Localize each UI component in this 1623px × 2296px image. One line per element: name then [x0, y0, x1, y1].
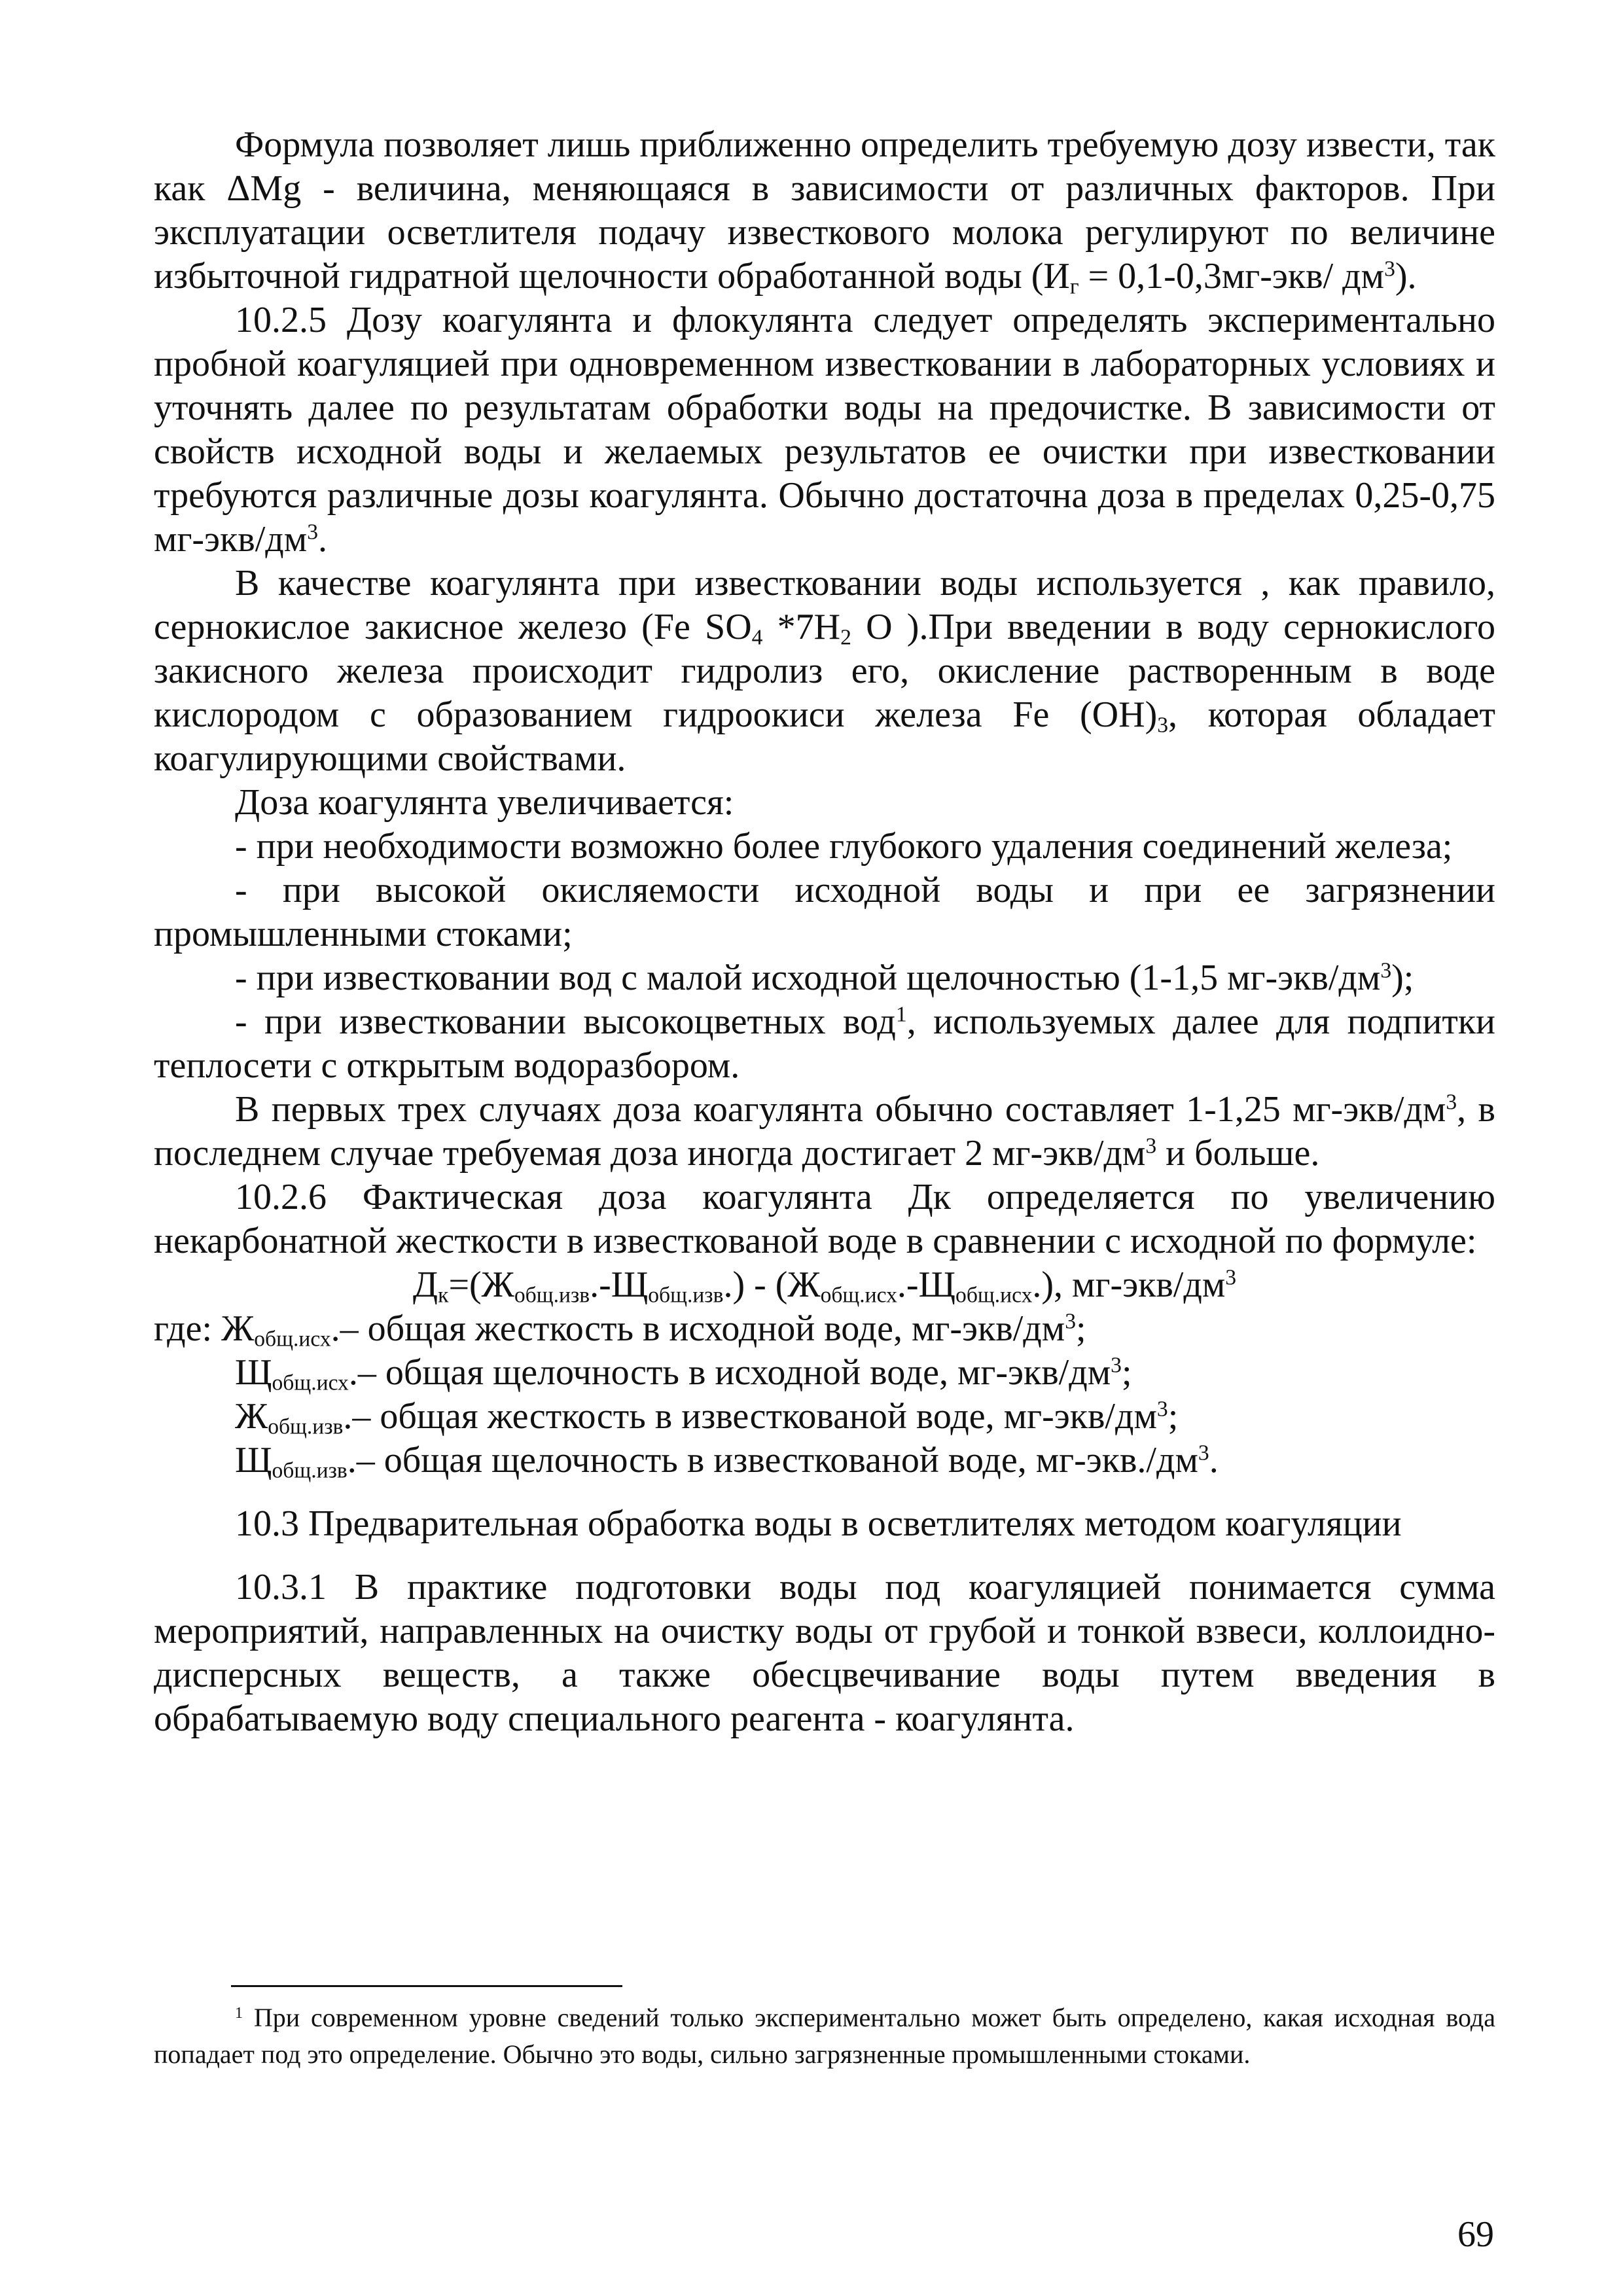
list-item: - при необходимости возможно более глубокого удаления соединений железа;	[235, 826, 1453, 867]
paragraph-10-2-6: 10.2.6 Фактическая доза коагулянта Дк определяется по увеличению некарбонатной жесткости в известкованой воде в сравнении с исходной по формуле:	[154, 1177, 1495, 1261]
formula-part: .) - (Ж	[723, 1265, 821, 1305]
subscript: общ.исх	[272, 1371, 349, 1395]
footnote-reference: 1	[895, 1002, 907, 1027]
definition-text: .	[1209, 1440, 1219, 1480]
superscript: 3	[307, 520, 319, 545]
subscript: 4	[751, 625, 763, 650]
section-heading-10-3: 10.3 Предварительная обработка воды в осветлителях методом коагуляции	[235, 1503, 1402, 1544]
formula-part: Д	[412, 1265, 438, 1305]
list-item: - при высокой окисляемости исходной воды и при ее загрязнении промышленными стоками;	[154, 870, 1495, 954]
subscript: 2	[840, 625, 851, 650]
list-item-text: );	[1391, 958, 1414, 998]
footnote	[154, 2000, 1495, 2073]
superscript: 3	[1446, 1090, 1457, 1115]
list-item	[154, 956, 1495, 1000]
page-number: 69	[1457, 2214, 1494, 2255]
superscript: 3	[1384, 257, 1395, 281]
paragraph-text: и больше.	[1156, 1133, 1320, 1174]
subscript: общ.исх	[254, 1327, 331, 1352]
paragraph-text: .	[318, 519, 328, 560]
list-item-text: - при известковании высокоцветных вод	[235, 1001, 896, 1042]
superscript: 3	[1225, 1265, 1237, 1290]
definition-symbol: Щ	[235, 1440, 272, 1480]
paragraph-text: ).	[1395, 256, 1417, 296]
paragraph-text: , в последнем случае требуемая доза иногда достигает 2 мг-экв/дм	[154, 1089, 1495, 1174]
paragraph-text: O ).При введении в воду сернокислого закисного железа происходит гидролиз его, окисление растворенным в воде кислородом с образованием гидроокиси железа Fe (OH)	[154, 607, 1495, 735]
paragraph-text: *7H	[762, 607, 841, 647]
paragraph-text: , которая обладает коагулирующими свойствами.	[154, 694, 1496, 779]
definition-text: .– общая жесткость в известкованой воде, мг-экв/дм	[343, 1396, 1157, 1437]
subscript: общ.изв	[648, 1283, 724, 1308]
paragraph-10-3-1: 10.3.1 В практике подготовки воды под коагуляцией понимается сумма мероприятий, направленных на очистку воды от грубой и тонкой взвеси, коллоидно-дисперсных веществ, а также обесцвечивание воды путем введения в обрабатываемую воду специального реагента - коагулянта.	[154, 1567, 1495, 1739]
superscript: 3	[1380, 958, 1392, 983]
superscript: 3	[1145, 1134, 1157, 1158]
superscript: 3	[1198, 1441, 1209, 1465]
definition-symbol: Ж	[235, 1396, 268, 1437]
formula-part: .-Щ	[897, 1265, 956, 1305]
superscript: 3	[1156, 1397, 1168, 1422]
subscript: к	[438, 1283, 449, 1308]
footnote-mark: 1	[235, 2004, 243, 2022]
formula-part: .), мг-экв/дм	[1032, 1265, 1226, 1305]
formula-part: .-Щ	[590, 1265, 649, 1305]
paragraph-dose-increase: Доза коагулянта увеличивается:	[235, 782, 734, 823]
body-text	[154, 123, 1495, 1741]
paragraph-text: Формула позволяет лишь приближенно определить требуемую дозу извести, так как ΔMg - величина, меняющаяся в зависимости от различных факторов. При эксплуатации осветлителя подачу известкового молока регулируют по величине избыточной гидратной щелочности обработанной воды (И	[154, 124, 1495, 296]
list-item-text: , используемых далее для подпитки теплосети с открытым водоразбором.	[154, 1001, 1495, 1086]
paragraph-text: В качестве коагулянта при известковании воды используется , как правило, сернокислое закисное железо (Fe SO	[154, 563, 1495, 647]
footnote-text: При современном уровне сведений только экспериментально может быть определено, какая исходная вода попадает под это определение. Обычно это воды, сильно загрязненные промышленными стоками.	[154, 2003, 1495, 2069]
subscript: общ.исх	[955, 1283, 1033, 1308]
subscript: г	[1069, 274, 1079, 299]
definition-text: .– общая щелочность в исходной воде, мг-экв/дм	[348, 1352, 1111, 1393]
definition-hardness-limed	[154, 1395, 1495, 1439]
definition-text: .– общая жесткость в исходной воде, мг-экв/дм	[330, 1308, 1065, 1349]
paragraph-text: = 0,1-0,3мг-экв/ дм	[1079, 256, 1385, 296]
subscript: общ.исх	[820, 1283, 897, 1308]
subscript: общ.изв	[514, 1283, 590, 1308]
subscript: общ.изв	[268, 1414, 344, 1439]
definition-symbol: где: Ж	[154, 1308, 255, 1349]
footnote-separator	[231, 1985, 622, 1987]
definition-text: ;	[1168, 1396, 1179, 1437]
paragraph-lime-dose	[154, 123, 1495, 298]
definition-alkalinity-limed	[154, 1439, 1495, 1482]
definition-text: ;	[1121, 1352, 1132, 1393]
list-item-text: - при известковании вод с малой исходной щелочностью (1-1,5 мг-экв/дм	[235, 958, 1381, 998]
definition-symbol: Щ	[235, 1352, 272, 1393]
definition-text: .– общая щелочность в известкованой воде, мг-экв./дм	[347, 1440, 1198, 1480]
definition-hardness-source	[154, 1307, 1495, 1351]
formula	[154, 1263, 1495, 1307]
paragraph-text: 10.2.5 Дозу коагулянта и флокулянта следует определять экспериментально пробной коагуляцией при одновременном известковании в лабораторных условиях и уточнять далее по результатам обработки воды на предочистке. В зависимости от свойств исходной воды и желаемых результатов ее очистки при известковании требуются различные дозы коагулянта. Обычно достаточна доза в пределах 0,25-0,75 мг-экв/дм	[154, 300, 1495, 560]
paragraph-text: В первых трех случаях доза коагулянта обычно составляет 1-1,25 мг-экв/дм	[235, 1089, 1446, 1130]
superscript: 3	[1111, 1353, 1122, 1378]
list-item	[154, 1000, 1495, 1088]
paragraph-10-2-5	[154, 298, 1495, 562]
definition-text: ;	[1076, 1308, 1086, 1349]
definition-alkalinity-source	[154, 1351, 1495, 1395]
subscript: общ.изв	[272, 1458, 348, 1483]
paragraph-typical-doses	[154, 1088, 1495, 1175]
paragraph-coagulant-type	[154, 562, 1495, 781]
subscript: 3	[1157, 713, 1169, 738]
formula-part: =(Ж	[448, 1265, 514, 1305]
superscript: 3	[1065, 1309, 1077, 1334]
